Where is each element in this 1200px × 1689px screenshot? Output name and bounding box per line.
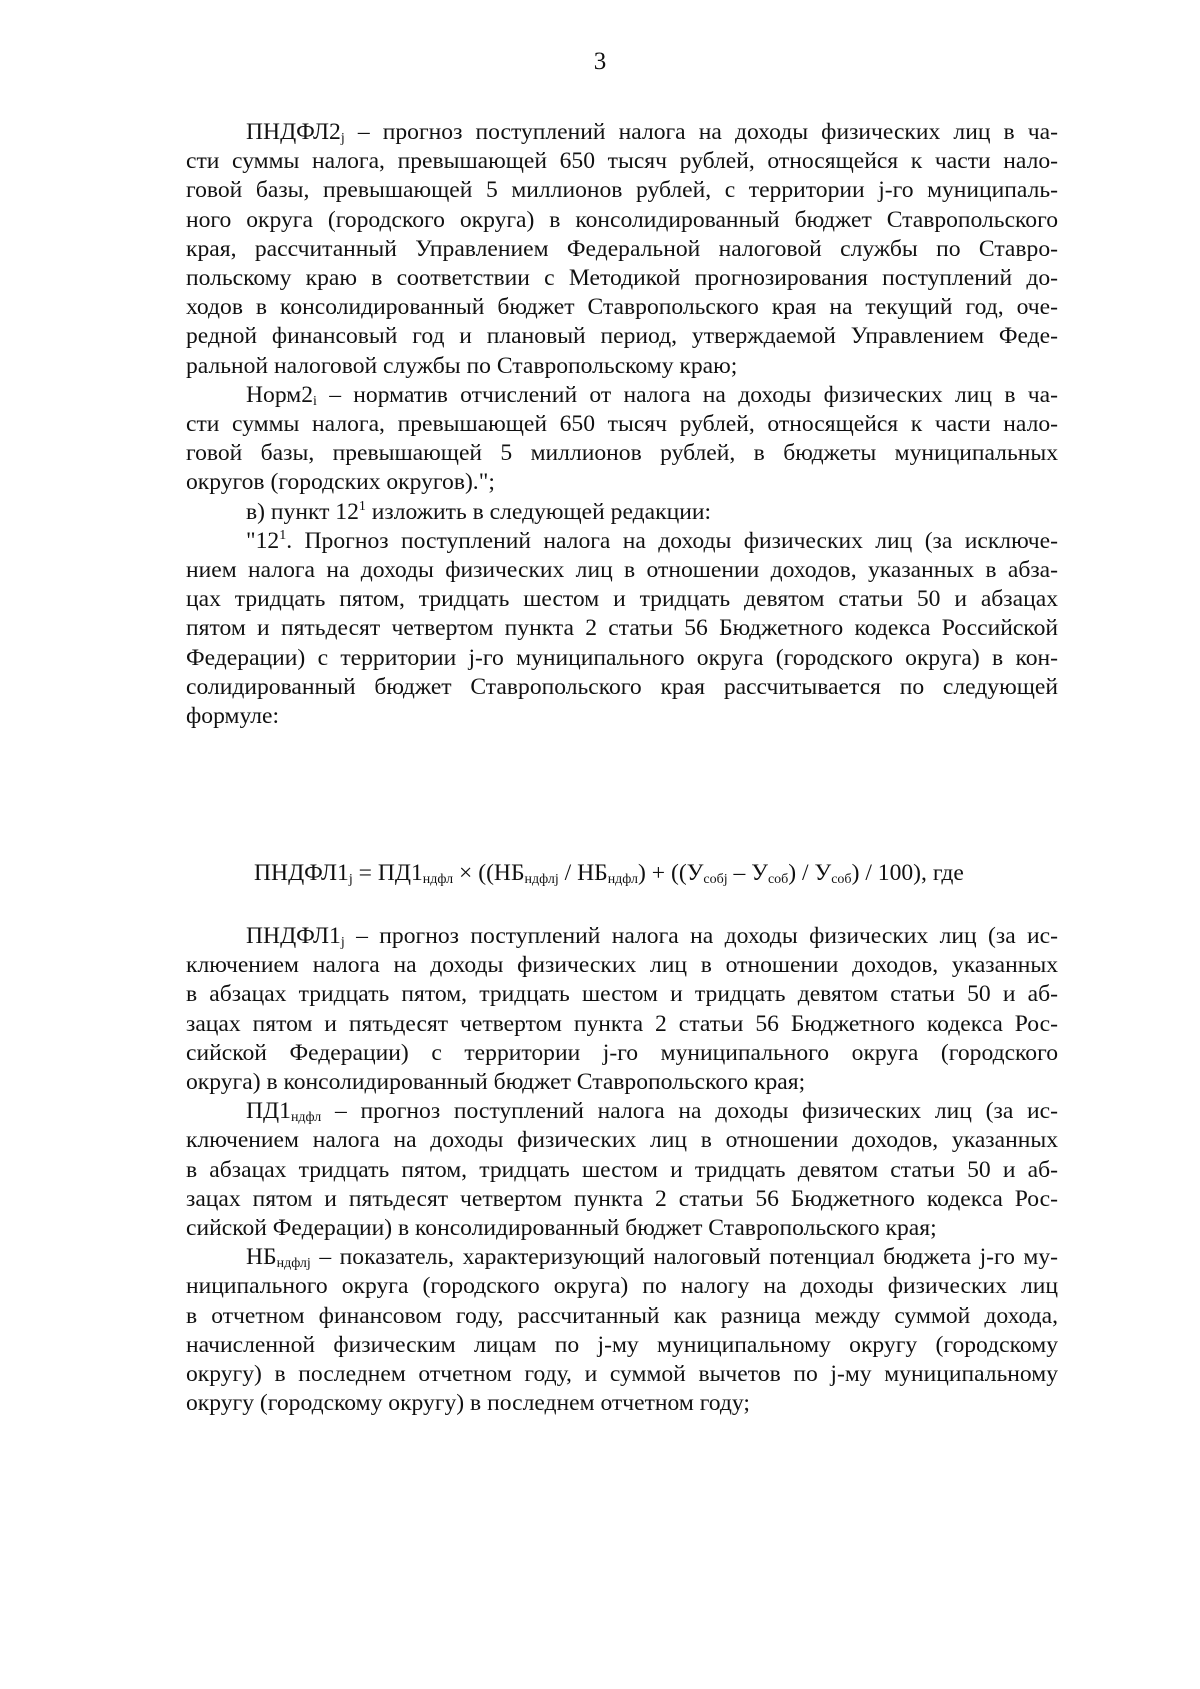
text-line: ключением налога на доходы физических лиц в отношении доходов, указанных: [186, 952, 1058, 979]
formula-part: = ПД1: [352, 860, 423, 886]
text-line: сийской Федерации) в консолидированный бюджет Ставропольского края;: [186, 1215, 937, 1242]
text-line: [186, 1243, 1058, 1272]
text-line: пятом и пятьдесят четвертом пункта 2 статьи 56 Бюджетного кодекса Российской: [186, 615, 1058, 642]
text-line: солидированный бюджет Ставропольского края рассчитывается по следующей: [186, 673, 1058, 700]
formula: [254, 860, 964, 887]
paragraph-amendment-intro: [186, 498, 1058, 527]
line-text: "12: [246, 527, 280, 554]
text-line: ного округа (городского округа) в консолидированный бюджет Ставропольского: [186, 206, 1058, 233]
text-line: округов (городских округов).";: [186, 469, 495, 496]
text-line: в абзацах тридцать пятом, тридцать шестом и тридцать девятом статьи 50 и аб-: [186, 981, 1058, 1008]
symbol-subscript: j: [340, 935, 345, 950]
line-text: изложить в следующей редакции:: [365, 498, 711, 525]
formula-subscript: ндфл: [422, 872, 454, 887]
formula-part: – У: [727, 860, 768, 886]
formula-subscript: ндфлj: [524, 872, 559, 887]
formula-part: × ((НБ: [453, 860, 525, 886]
text-line: редной финансовый год и плановый период, утверждаемой Управлением Феде-: [186, 323, 1058, 350]
line-text: – норматив отчислений от налога на доходы физических лиц в ча-: [316, 381, 1058, 408]
paragraph-point-12-1: [186, 527, 1058, 731]
paragraph-pndfl1-definition: [186, 922, 1058, 1097]
text-line: зацах пятом и пятьдесят четвертом пункта 2 статьи 56 Бюджетного кодекса Рос-: [186, 1010, 1058, 1037]
text-line: края, рассчитанный Управлением Федеральной налоговой службы по Ставро-: [186, 235, 1058, 262]
formula-subscript: собj: [703, 872, 728, 887]
text-line: ниципального округа (городского округа) по налогу на доходы физических лиц: [186, 1273, 1058, 1300]
formula-part: ПНДФЛ1: [254, 860, 349, 886]
text-line: формуле:: [186, 703, 280, 730]
superscript: 1: [279, 527, 287, 543]
text-line: [186, 498, 1058, 527]
paragraph-pd1-definition: [186, 1097, 1058, 1243]
formula-part: ) + ((У: [638, 860, 704, 886]
symbol-subscript: j: [340, 131, 345, 146]
text-line: в отчетном финансовом году, рассчитанный как разница между суммой дохода,: [186, 1302, 1058, 1329]
paragraph-pndfl2-definition: [186, 118, 1058, 381]
symbol: ПД1: [246, 1098, 291, 1125]
formula-subscript: j: [348, 872, 353, 887]
text-line: говой базы, превышающей 5 миллионов рублей, в бюджеты муниципальных: [186, 440, 1058, 467]
symbol: ПНДФЛ1: [246, 923, 341, 949]
text-line: [186, 527, 1058, 556]
document-body-bottom: [186, 922, 1058, 1418]
text-line: [186, 922, 1058, 951]
text-line: [186, 381, 1058, 410]
text-line: округа) в консолидированный бюджет Ставропольского края;: [186, 1069, 806, 1096]
document-body-top: [186, 118, 1058, 731]
paragraph-norm2-definition: [186, 381, 1058, 498]
text-line: начисленной физическим лицам по j-му муниципальному округу (городскому: [186, 1331, 1058, 1358]
paragraph-nb-definition: [186, 1243, 1058, 1418]
text-line: нием налога на доходы физических лиц в отношении доходов, указанных в абза-: [186, 557, 1058, 584]
symbol: Норм2: [246, 381, 314, 408]
symbol-subscript: i: [313, 393, 317, 409]
formula-part: ) / У: [788, 860, 832, 886]
text-line: [186, 118, 1058, 147]
text-line: округу (городскому округу) в последнем отчетном году;: [186, 1390, 750, 1417]
line-text: в) пункт 12: [246, 498, 359, 525]
text-line: сийской Федерации) с территории j-го муниципального округа (городского: [186, 1039, 1058, 1066]
text-line: зацах пятом и пятьдесят четвертом пункта 2 статьи 56 Бюджетного кодекса Рос-: [186, 1185, 1058, 1212]
formula-subscript: соб: [831, 872, 852, 887]
symbol-subscript: ндфлj: [276, 1256, 311, 1272]
text-line: польскому краю в соответствии с Методикой прогнозирования поступлений до-: [186, 265, 1058, 292]
text-line: ходов в консолидированный бюджет Ставропольского края на текущий год, оче-: [186, 294, 1058, 321]
superscript: 1: [358, 498, 366, 514]
formula-subscript: ндфл: [607, 872, 639, 887]
text-line: Федерации) с территории j-го муниципального округа (городского округа) в кон-: [186, 644, 1058, 671]
symbol-subscript: ндфл: [290, 1110, 322, 1126]
text-line: сти суммы налога, превышающей 650 тысяч рублей, относящейся к части нало-: [186, 411, 1058, 438]
line-text: . Прогноз поступлений налога на доходы физических лиц (за исключе-: [286, 527, 1058, 554]
text-line: говой базы, превышающей 5 миллионов рублей, с территории j-го муниципаль-: [186, 177, 1058, 204]
text-line: округу) в последнем отчетном году, и суммой вычетов по j-му муниципальному: [186, 1361, 1058, 1388]
line-text: – прогноз поступлений налога на доходы физических лиц (за ис-: [344, 923, 1058, 949]
text-line: ральной налоговой службы по Ставропольскому краю;: [186, 352, 738, 379]
formula-part: ) / 100), где: [851, 860, 964, 886]
page-number: 3: [593, 48, 607, 75]
formula-part: / НБ: [558, 860, 608, 886]
line-text: – прогноз поступлений налога на доходы физических лиц (за ис-: [321, 1098, 1058, 1125]
text-line: цах тридцать пятом, тридцать шестом и тридцать девятом статьи 50 и абзацах: [186, 586, 1058, 613]
text-line: ключением налога на доходы физических лиц в отношении доходов, указанных: [186, 1127, 1058, 1154]
text-line: [186, 1097, 1058, 1126]
symbol: ПНДФЛ2: [246, 119, 341, 145]
text-line: сти суммы налога, превышающей 650 тысяч рублей, относящейся к части нало-: [186, 148, 1058, 175]
line-text: – прогноз поступлений налога на доходы физических лиц в ча-: [344, 119, 1058, 145]
symbol: НБ: [246, 1244, 277, 1271]
text-line: в абзацах тридцать пятом, тридцать шестом и тридцать девятом статьи 50 и аб-: [186, 1156, 1058, 1183]
formula-subscript: соб: [767, 872, 789, 887]
line-text: – показатель, характеризующий налоговый потенциал бюджета j-го му-: [310, 1244, 1058, 1271]
